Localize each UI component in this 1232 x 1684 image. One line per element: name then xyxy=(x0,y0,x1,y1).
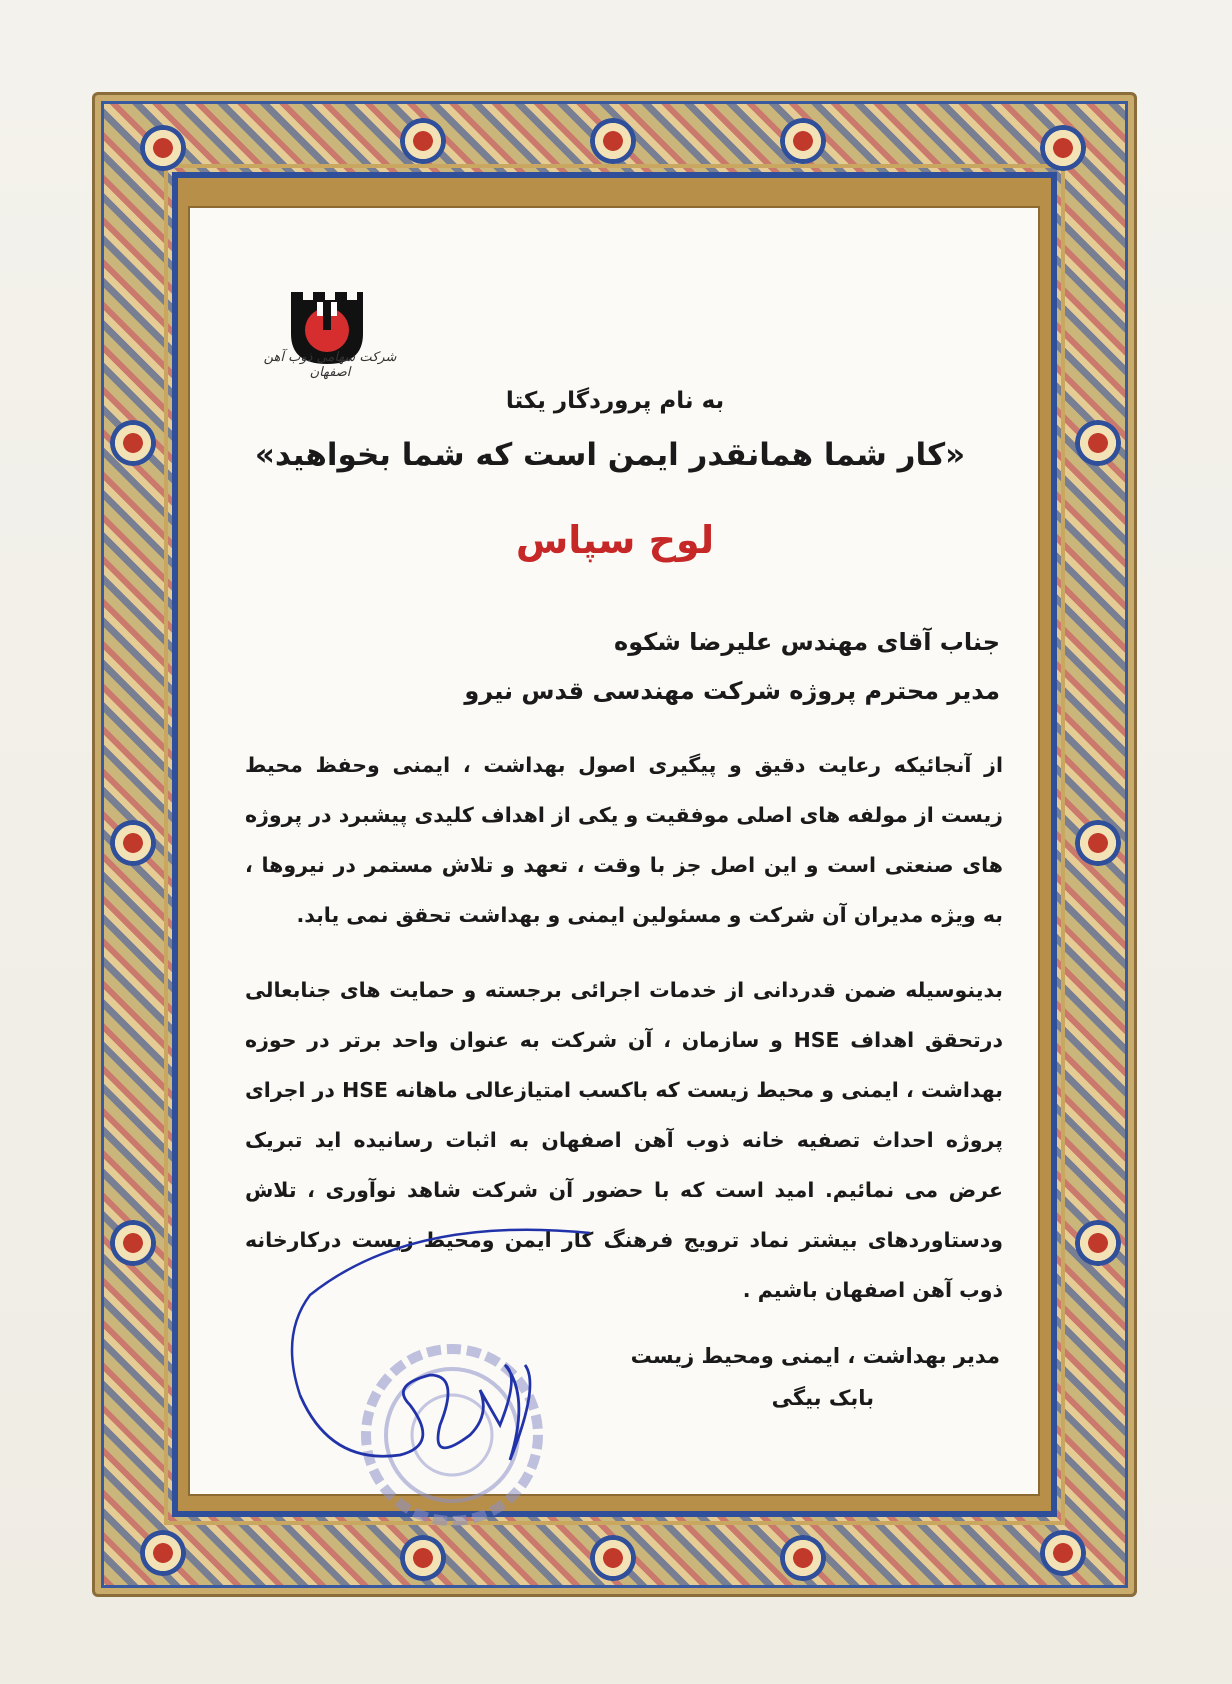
signer-name: بابک بیگی xyxy=(771,1386,874,1410)
frame-medallion xyxy=(1040,125,1086,171)
logo-caption: شرکت سهامی ذوب آهن اصفهان xyxy=(263,350,397,380)
frame-medallion xyxy=(780,1535,826,1581)
frame-medallion xyxy=(1040,1530,1086,1576)
body-paragraph-1: از آنجائیکه رعایت دقیق و پیگیری اصول بهداشت ، ایمنی وحفظ محیط زیست از مولفه های اصلی موفقیت و یکی از اهداف کلیدی پیشبرد در پروژه های صنعتی است و این اصل جز با وقت ، تعهد و تلاش مستمر در نیروها ، به ویژه مدیران آن شرکت و مسئولین ایمنی و بهداشت تحقق نمی یابد. xyxy=(245,753,1003,927)
recipient-position: مدیر محترم پروژه شرکت مهندسی قدس نیرو xyxy=(464,677,1000,705)
certificate-title: لوح سپاس xyxy=(515,518,715,562)
frame-medallion xyxy=(590,1535,636,1581)
frame-medallion xyxy=(110,820,156,866)
handwritten-signature xyxy=(290,1225,620,1525)
frame-medallion xyxy=(110,1220,156,1266)
invocation-line: به نام پروردگار یکتا xyxy=(505,388,725,414)
signer-title: مدیر بهداشت ، ایمنی ومحیط زیست xyxy=(630,1344,1000,1368)
frame-medallion xyxy=(1075,420,1121,466)
frame-medallion xyxy=(400,1535,446,1581)
frame-medallion xyxy=(780,118,826,164)
frame-medallion xyxy=(140,1530,186,1576)
recipient-name: جناب آقای مهندس علیرضا شکوه xyxy=(614,628,1000,656)
frame-medallion xyxy=(1075,820,1121,866)
frame-medallion xyxy=(140,125,186,171)
safety-motto: «کار شما همانقدر ایمن است که شما بخواهید» xyxy=(254,437,966,473)
frame-medallion xyxy=(400,118,446,164)
frame-medallion xyxy=(590,118,636,164)
body-paragraph-2: بدینوسیله ضمن قدردانی از خدمات اجرائی برجسته و حمایت های جنابعالی درتحقق اهداف HSE و سازمان ، آن شرکت به عنوان واحد برتر در حوزه بهداشت ، ایمنی و محیط زیست که باکسب امتیازعالی ماهانه HSE در اجرای پروژه احداث تصفیه خانه ذوب آهن اصفهان به اثبات رسانیده اید تبریک عرض می نمائیم. امید است که با حضور آن شرکت شاهد نوآوری ، تلاش ودستاوردهای بیشتر نماد ترویج فرهنگ کار ایمن ومحیط زیست درکارخانه ذوب آهن اصفهان باشیم . xyxy=(245,978,1003,1302)
frame-medallion xyxy=(110,420,156,466)
frame-medallion xyxy=(1075,1220,1121,1266)
